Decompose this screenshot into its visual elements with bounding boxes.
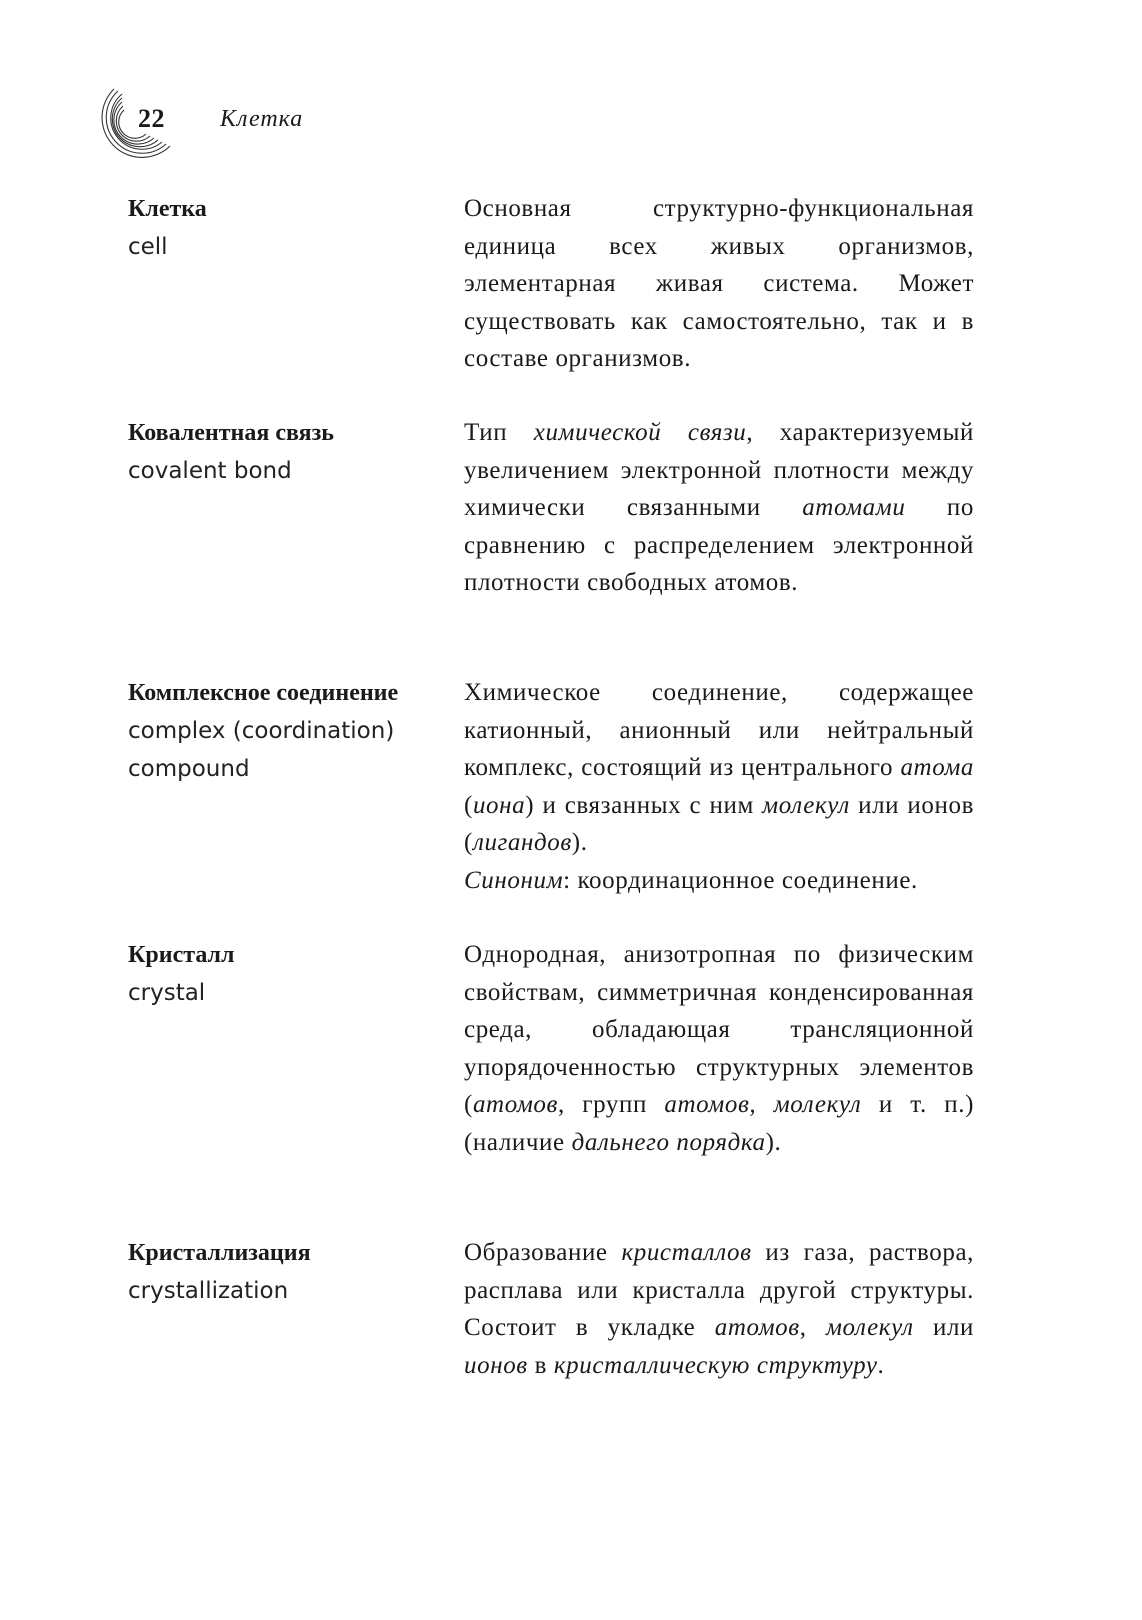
definition-run: Основная структурно-функциональная единица всех живых организмов, элементарная живая система. Может существовать как самостоятельно, так и в составе организмов. (464, 195, 974, 372)
definition-italic-run: дальнего порядка (571, 1128, 766, 1156)
glossary-entry (128, 674, 1008, 899)
term-english: complex (coordination) compound (128, 718, 395, 782)
definition-run: ). (765, 1128, 782, 1156)
definition-italic-run: ионов (464, 1351, 528, 1379)
definition-run: ( (464, 791, 473, 819)
definition-italic-run: атомами (802, 494, 906, 521)
term-definition (464, 936, 974, 1161)
running-title: Клетка (220, 106, 304, 132)
term-russian: Ковалентная связь (128, 420, 334, 446)
term-english: crystal (128, 980, 206, 1006)
definition-run: по сравнению с распределением электронной плотности свободных атомов. (464, 494, 975, 596)
term-russian: Комплексное соединение (128, 680, 399, 706)
term-english: cell (128, 234, 168, 260)
term-column (128, 936, 464, 1161)
term-russian: Клетка (128, 196, 207, 222)
term-english: crystallization (128, 1278, 289, 1304)
term-column (128, 190, 464, 378)
page-number: 22 (138, 104, 165, 133)
definition-italic-run: атома (900, 754, 974, 781)
definition-run: , характеризуемый увеличением электронной плотности между химически связанными (464, 419, 974, 521)
glossary-entry (128, 1234, 1008, 1384)
definition-run: Тип (464, 419, 534, 446)
term-definition (464, 190, 974, 378)
definition-italic-run: атомов, молекул (664, 1091, 862, 1118)
definition-italic-run: атомов (472, 1091, 558, 1118)
definition-run: . (877, 1351, 885, 1379)
definition-italic-run: иона (472, 791, 526, 819)
definition-run: Образование (464, 1239, 622, 1266)
glossary-entry (128, 414, 1008, 602)
definition-italic-run: молекул (825, 1314, 914, 1341)
term-russian: Кристалл (128, 942, 235, 968)
term-column (128, 1234, 464, 1384)
definition-run: , (799, 1314, 826, 1341)
glossary-entry (128, 936, 1008, 1161)
definition-run: : координационное соединение. (563, 866, 918, 894)
term-definition (464, 1234, 974, 1384)
term-column (128, 414, 464, 602)
term-column (128, 674, 464, 899)
glossary-entry (128, 190, 1008, 378)
term-russian: Кристаллизация (128, 1240, 311, 1266)
definition-italic-run: лигандов (472, 829, 572, 856)
definition-italic-run: кристаллическую структуру (553, 1351, 878, 1379)
definition-run: ). (571, 829, 588, 856)
page-header (96, 82, 496, 162)
definition-run: ) и связанных с ним (525, 791, 763, 819)
definition-italic-run: атомов (714, 1314, 800, 1341)
definition-run: из газа, раствора, расплава или кристалла другой структуры. Состоит в укладке (464, 1239, 974, 1341)
definition-run: Однородная, анизотропная по физическим свойствам, симметричная конденсированная среда, обладающая трансляционной упорядоченностью структурных элементов ( (464, 941, 974, 1118)
definition-italic-run: Синоним (464, 866, 564, 894)
definition-italic-run: кристаллов (621, 1239, 752, 1266)
definition-italic-run: химической связи (533, 419, 747, 446)
definition-run: в (527, 1351, 554, 1379)
term-english: covalent bond (128, 458, 292, 484)
definition-run: и т. п.) (наличие (464, 1091, 975, 1156)
definition-run: или ионов ( (464, 791, 974, 856)
definition-run: или (913, 1314, 974, 1341)
definition-run: Химическое соединение, содержащее катионный, анионный или нейтральный комплекс, состоящий из центрального (464, 679, 974, 781)
term-definition (464, 414, 974, 602)
term-definition (464, 674, 974, 899)
definition-italic-run: молекул (762, 791, 850, 819)
definition-run: , групп (557, 1091, 665, 1118)
